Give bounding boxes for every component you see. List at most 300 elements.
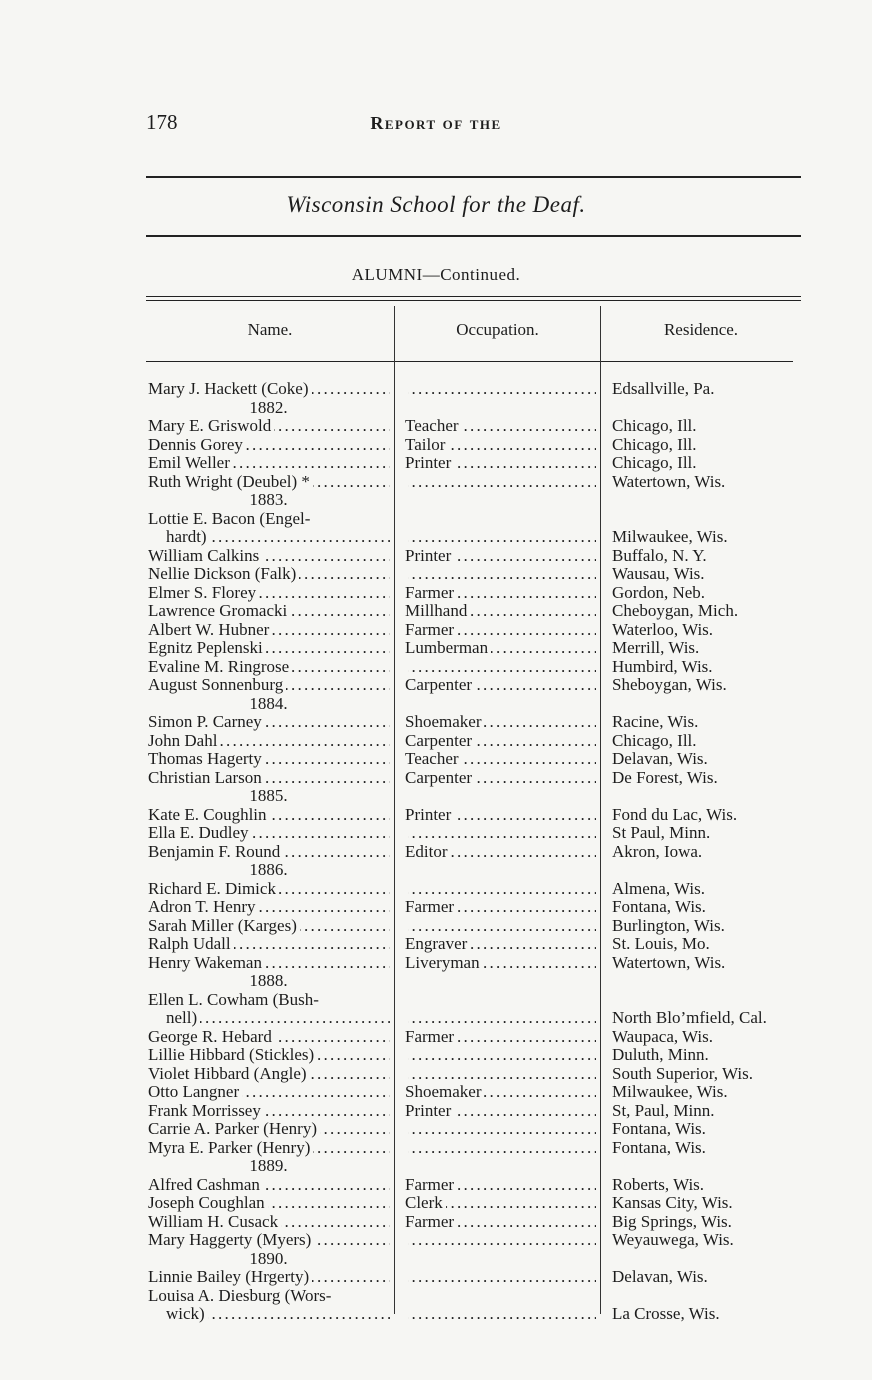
alumnus-residence [612,417,812,436]
alumnus-name-text: Christian Larson [148,769,265,787]
alumnus-occupation-text: Farmer [405,1176,457,1194]
alumnus-name [148,732,390,751]
alumnus-name [148,917,390,936]
alumnus-residence [612,1009,812,1028]
table-row [0,713,872,732]
alumnus-name [166,528,390,547]
table-row [0,991,872,1010]
alumnus-name-text: Lillie Hibbard (Stickles) [148,1046,317,1064]
alumnus-residence [612,1139,812,1158]
alumnus-name [148,565,390,584]
header-underline-3 [601,361,793,362]
alumnus-name [148,769,390,788]
alumnus-residence-text: De Forest, Wis. [612,769,721,787]
alumnus-residence-text: Fontana, Wis. [612,1139,709,1157]
year-heading [0,399,872,418]
alumnus-residence [612,880,812,899]
alumnus-name [148,713,390,732]
alumnus-name-text: Thomas Hagerty [148,750,265,768]
alumnus-occupation [405,380,596,399]
table-row [0,1213,872,1232]
alumnus-name [148,473,390,492]
header-occupation: Occupation. [456,320,539,339]
alumnus-name-text: Mary Haggerty (Myers) [148,1231,314,1249]
alumnus-occupation [405,824,596,843]
table-row [0,1102,872,1121]
table-title: ALUMNI—Continued. [351,265,521,284]
alumnus-name-text: Violet Hibbard (Angle) [148,1065,310,1083]
class-year-text: 1885. [249,787,290,805]
alumnus-occupation-text: Farmer [405,621,457,639]
alumnus-occupation [405,473,596,492]
alumnus-name [148,843,390,862]
table-row [0,1268,872,1287]
year-heading [0,1250,872,1269]
alumnus-residence [612,528,812,547]
table-row [0,676,872,695]
alumnus-occupation [405,658,596,677]
alumnus-name-text: Kate E. Coughlin [148,806,270,824]
alumnus-residence-text: Fond du Lac, Wis. [612,806,740,824]
alumnus-name-text: Lottie E. Bacon (Engel- [148,510,313,528]
class-year-text: 1890. [249,1250,290,1268]
class-year-text: 1886. [249,861,290,879]
alumnus-residence-text: Roberts, Wis. [612,1176,707,1194]
alumnus-name [148,1083,390,1102]
alumnus-occupation [405,1028,596,1047]
alumnus-name [148,991,390,1010]
alumnus-name-text: Alfred Cashman [148,1176,263,1194]
alumnus-occupation-text: Millhand [405,602,470,620]
alumnus-occupation-text: Carpenter [405,769,475,787]
alumnus-occupation-text [405,880,408,898]
alumnus-residence [612,824,812,843]
alumnus-occupation-text [405,1120,408,1138]
alumnus-occupation-text [405,528,408,546]
table-row [0,658,872,677]
table-row [0,806,872,825]
table-row [0,1287,872,1306]
table-row [0,732,872,751]
alumnus-name [148,1120,390,1139]
alumnus-residence [612,843,812,862]
alumnus-residence [612,621,812,640]
alumnus-name-text: Emil Weller [148,454,233,472]
table-row [0,454,872,473]
table-row [0,1120,872,1139]
alumnus-name [148,1194,390,1213]
alumnus-name [148,1231,390,1250]
alumnus-residence [612,1120,812,1139]
class-year [146,491,394,510]
alumnus-occupation-text: Teacher [405,417,462,435]
alumnus-name [148,1065,390,1084]
alumnus-name [148,1268,390,1287]
alumnus-name-text: Sarah Miller (Karges) [148,917,300,935]
table-row [0,1046,872,1065]
alumnus-occupation-text: Shoemaker [405,1083,484,1101]
table-row [0,584,872,603]
alumnus-occupation [405,1102,596,1121]
alumnus-occupation [405,417,596,436]
alumnus-residence-text: Chicago, Ill. [612,436,700,454]
table-row [0,436,872,455]
alumnus-name-text: William Calkins [148,547,262,565]
alumnus-name [148,584,390,603]
alumnus-residence-text: Watertown, Wis. [612,954,728,972]
alumnus-residence-text: St, Paul, Minn. [612,1102,718,1120]
alumnus-residence [612,1102,812,1121]
alumnus-name [148,436,390,455]
alumnus-name-text: Evaline M. Ringrose [148,658,292,676]
alumnus-occupation [405,565,596,584]
alumnus-occupation [405,1213,596,1232]
alumnus-occupation [405,1194,596,1213]
alumnus-residence [612,954,812,973]
class-year-text: 1889. [249,1157,290,1175]
alumnus-name-text: Albert W. Hubner [148,621,272,639]
alumnus-residence-text: Milwaukee, Wis. [612,1083,731,1101]
alumnus-occupation-text [405,565,408,583]
alumnus-residence [612,750,812,769]
alumnus-residence [612,1046,812,1065]
class-year [146,1157,394,1176]
alumnus-residence [612,436,812,455]
table-row [0,602,872,621]
alumnus-occupation [405,1268,596,1287]
alumnus-occupation-text [405,824,408,842]
alumnus-residence-text: Almena, Wis. [612,880,708,898]
alumnus-name-text: Richard E. Dimick [148,880,279,898]
alumnus-occupation [405,436,596,455]
alumnus-occupation-text [405,1009,408,1027]
alumnus-name [148,621,390,640]
alumnus-occupation [405,454,596,473]
class-year-text: 1883. [249,491,290,509]
alumnus-occupation [405,1046,596,1065]
table-row [0,1028,872,1047]
alumnus-residence-text: Delavan, Wis. [612,750,711,768]
alumnus-name-text: Frank Morrissey [148,1102,264,1120]
class-year [146,399,394,418]
alumnus-residence-text: Edsallville, Pa. [612,380,717,398]
table-row [0,1009,872,1028]
alumnus-residence-text: Watertown, Wis. [612,473,728,491]
table-row [0,750,872,769]
alumnus-occupation [405,954,596,973]
alumnus-name [148,510,390,529]
class-year-text: 1888. [249,972,290,990]
year-heading [0,1157,872,1176]
alumnus-name-text: August Sonnenburg [148,676,286,694]
alumni-table-body [0,380,872,1324]
header-residence: Residence. [663,320,739,339]
alumnus-residence-text: Wausau, Wis. [612,565,708,583]
alumnus-name [148,954,390,973]
alumnus-name-text: George R. Hebard [148,1028,275,1046]
table-row [0,528,872,547]
alumnus-occupation [405,1009,596,1028]
alumnus-occupation-text: Teacher [405,750,462,768]
alumnus-residence-text: Big Springs, Wis. [612,1213,735,1231]
alumnus-occupation-text [405,658,408,676]
page-number: 178 [146,110,178,134]
alumnus-occupation [405,713,596,732]
alumnus-occupation-text: Clerk [405,1194,446,1212]
alumnus-name-text: Carrie A. Parker (Henry) [148,1120,320,1138]
alumnus-residence-text: Akron, Iowa. [612,843,705,861]
class-year-text: 1884. [249,695,290,713]
alumnus-name [148,1213,390,1232]
alumnus-name [148,547,390,566]
institution-title: Wisconsin School for the Deaf. [286,192,586,217]
alumnus-residence-text: Burlington, Wis. [612,917,728,935]
alumnus-residence [612,769,812,788]
alumnus-residence [612,1065,812,1084]
alumnus-residence [612,713,812,732]
alumnus-residence [612,732,812,751]
alumnus-occupation-text: Shoemaker [405,713,484,731]
alumnus-occupation-text [405,380,408,398]
alumnus-name [148,454,390,473]
table-row [0,417,872,436]
table-row [0,1083,872,1102]
alumnus-occupation-text: Printer [405,547,454,565]
alumnus-name [166,1305,390,1324]
alumnus-occupation-text [405,1139,408,1157]
alumnus-occupation-text [405,1231,408,1249]
alumnus-occupation [405,917,596,936]
alumnus-residence [612,454,812,473]
alumnus-residence-text: South Superior, Wis. [612,1065,756,1083]
alumnus-occupation-text: Farmer [405,584,457,602]
alumnus-name-text: William H. Cusack [148,1213,281,1231]
alumnus-occupation [405,1083,596,1102]
alumnus-residence [612,676,812,695]
alumnus-occupation [405,639,596,658]
year-heading [0,861,872,880]
alumnus-occupation [405,1305,596,1324]
alumnus-occupation [405,806,596,825]
alumnus-residence [612,1268,812,1287]
alumnus-residence [612,1213,812,1232]
alumnus-occupation [405,1231,596,1250]
alumnus-residence-text: Milwaukee, Wis. [612,528,731,546]
alumnus-residence [612,547,812,566]
alumnus-name [148,639,390,658]
year-heading [0,787,872,806]
table-row [0,1176,872,1195]
alumnus-occupation-text: Printer [405,1102,454,1120]
alumnus-occupation-text: Editor [405,843,451,861]
table-top-rule [146,296,801,297]
alumnus-residence-text: Cheboygan, Mich. [612,602,741,620]
header-underline-2 [395,361,600,362]
class-year [146,861,394,880]
table-row [0,621,872,640]
alumnus-occupation [405,602,596,621]
alumnus-occupation [405,584,596,603]
alumnus-residence [612,806,812,825]
alumnus-occupation-text: Lumberman [405,639,491,657]
alumnus-residence [612,917,812,936]
alumnus-name-text: Ella E. Dudley [148,824,252,842]
alumnus-name-text: Egnitz Peplenski [148,639,266,657]
alumnus-residence [612,473,812,492]
alumnus-name [148,824,390,843]
alumnus-name [148,1139,390,1158]
alumnus-occupation-text: Farmer [405,898,457,916]
alumnus-occupation [405,732,596,751]
class-year [146,1250,394,1269]
year-heading [0,972,872,991]
alumnus-occupation-text [405,1305,408,1323]
alumnus-name-text: Mary J. Hackett (Coke) [148,380,312,398]
alumnus-name-text: Louisa A. Diesburg (Wors- [148,1287,334,1305]
alumnus-name [148,1176,390,1195]
alumnus-occupation [405,1065,596,1084]
alumnus-residence [612,658,812,677]
alumnus-residence-text: Kansas City, Wis. [612,1194,736,1212]
alumnus-name-text: Adron T. Henry [148,898,259,916]
table-row [0,1305,872,1324]
alumnus-occupation [405,1120,596,1139]
alumnus-name-text: Mary E. Griswold [148,417,274,435]
alumnus-occupation-text: Printer [405,806,454,824]
header-underline-1 [146,361,394,362]
table-row [0,547,872,566]
alumnus-residence-text: St Paul, Minn. [612,824,713,842]
table-row [0,1231,872,1250]
alumnus-residence-text: Buffalo, N. Y. [612,547,710,565]
alumnus-name [148,658,390,677]
alumnus-residence [612,380,812,399]
running-head: Report of the [370,113,502,133]
alumnus-residence [612,584,812,603]
table-row [0,639,872,658]
alumnus-name-text: Elmer S. Florey [148,584,259,602]
table-row [0,510,872,529]
alumnus-residence [612,1305,812,1324]
alumnus-residence [612,565,812,584]
alumnus-residence-text: Gordon, Neb. [612,584,708,602]
alumnus-name-text: Benjamin F. Round [148,843,283,861]
alumnus-name [166,1009,390,1028]
alumnus-occupation [405,935,596,954]
alumnus-residence [612,1083,812,1102]
alumnus-occupation-text [405,917,408,935]
alumnus-occupation-text: Carpenter [405,676,475,694]
table-row [0,824,872,843]
alumnus-occupation [405,547,596,566]
table-row [0,380,872,399]
alumnus-occupation-text: Liveryman [405,954,483,972]
table-row [0,843,872,862]
alumnus-occupation [405,1139,596,1158]
alumnus-name [148,602,390,621]
alumnus-occupation [405,528,596,547]
alumnus-name-text: Simon P. Carney [148,713,265,731]
alumnus-residence-text: Chicago, Ill. [612,732,700,750]
alumnus-residence-text: Chicago, Ill. [612,454,700,472]
alumnus-residence-text: Fontana, Wis. [612,1120,709,1138]
alumnus-name-text: Linnie Bailey (Hrgerty) [148,1268,312,1286]
table-row [0,1194,872,1213]
alumnus-name [148,1028,390,1047]
alumnus-name-text: nell) [166,1009,200,1027]
alumnus-occupation-text: Farmer [405,1213,457,1231]
alumnus-residence-text: La Crosse, Wis. [612,1305,723,1323]
alumnus-occupation [405,898,596,917]
alumnus-residence [612,1176,812,1195]
alumnus-occupation-text [405,1268,408,1286]
alumnus-residence-text: Fontana, Wis. [612,898,709,916]
alumnus-name [148,380,390,399]
alumnus-residence [612,639,812,658]
alumnus-residence-text: Delavan, Wis. [612,1268,711,1286]
alumnus-residence-text: Waterloo, Wis. [612,621,716,639]
year-heading [0,695,872,714]
alumnus-residence-text: Sheboygan, Wis. [612,676,730,694]
table-row [0,565,872,584]
alumnus-occupation-text [405,1065,408,1083]
class-year-text: 1882. [249,399,290,417]
year-heading [0,491,872,510]
alumnus-name [148,1102,390,1121]
alumnus-name-text: Nellie Dickson (Falk) [148,565,299,583]
alumnus-name [148,880,390,899]
alumnus-occupation-text: Printer [405,454,454,472]
alumnus-occupation-text: Engraver [405,935,470,953]
alumnus-residence-text: St. Louis, Mo. [612,935,713,953]
alumnus-name [148,1046,390,1065]
table-row [0,917,872,936]
alumnus-residence-text: Racine, Wis. [612,713,701,731]
alumnus-name [148,898,390,917]
alumnus-name-text: wick) [166,1305,208,1323]
table-row [0,473,872,492]
alumnus-name-text: Ralph Udall [148,935,234,953]
alumnus-name-text: Henry Wakeman [148,954,265,972]
alumnus-residence-text: Chicago, Ill. [612,417,700,435]
alumnus-name [148,676,390,695]
table-row [0,1065,872,1084]
alumnus-name-text: Joseph Coughlan [148,1194,268,1212]
alumnus-occupation [405,676,596,695]
alumnus-name [148,750,390,769]
table-row [0,935,872,954]
alumnus-occupation [405,1176,596,1195]
alumnus-occupation [405,769,596,788]
alumnus-name [148,1287,390,1306]
table-row [0,880,872,899]
alumnus-residence [612,1028,812,1047]
table-row [0,1139,872,1158]
alumnus-name [148,806,390,825]
top-rule [146,176,801,178]
alumnus-residence [612,935,812,954]
alumnus-name-text: John Dahl [148,732,220,750]
alumnus-name [148,935,390,954]
alumnus-name-text: Ruth Wright (Deubel) * [148,473,313,491]
alumnus-residence-text: Duluth, Minn. [612,1046,712,1064]
table-row [0,898,872,917]
alumnus-residence [612,1194,812,1213]
alumnus-occupation [405,880,596,899]
alumnus-occupation [405,621,596,640]
alumnus-residence [612,602,812,621]
institution-rule [146,235,801,237]
